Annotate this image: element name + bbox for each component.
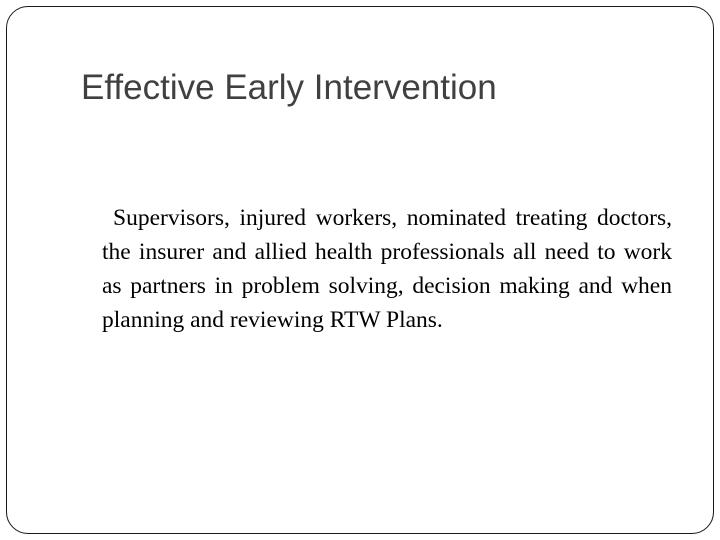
slide-title: Effective Early Intervention bbox=[81, 68, 497, 107]
slide-frame bbox=[6, 6, 714, 534]
slide-body-text: Supervisors, injured workers, nominated treating doctors, the insurer and allied health professionals all need to work as partners in problem solving, decision making and when planning and reviewing RTW Plans. bbox=[102, 205, 672, 333]
